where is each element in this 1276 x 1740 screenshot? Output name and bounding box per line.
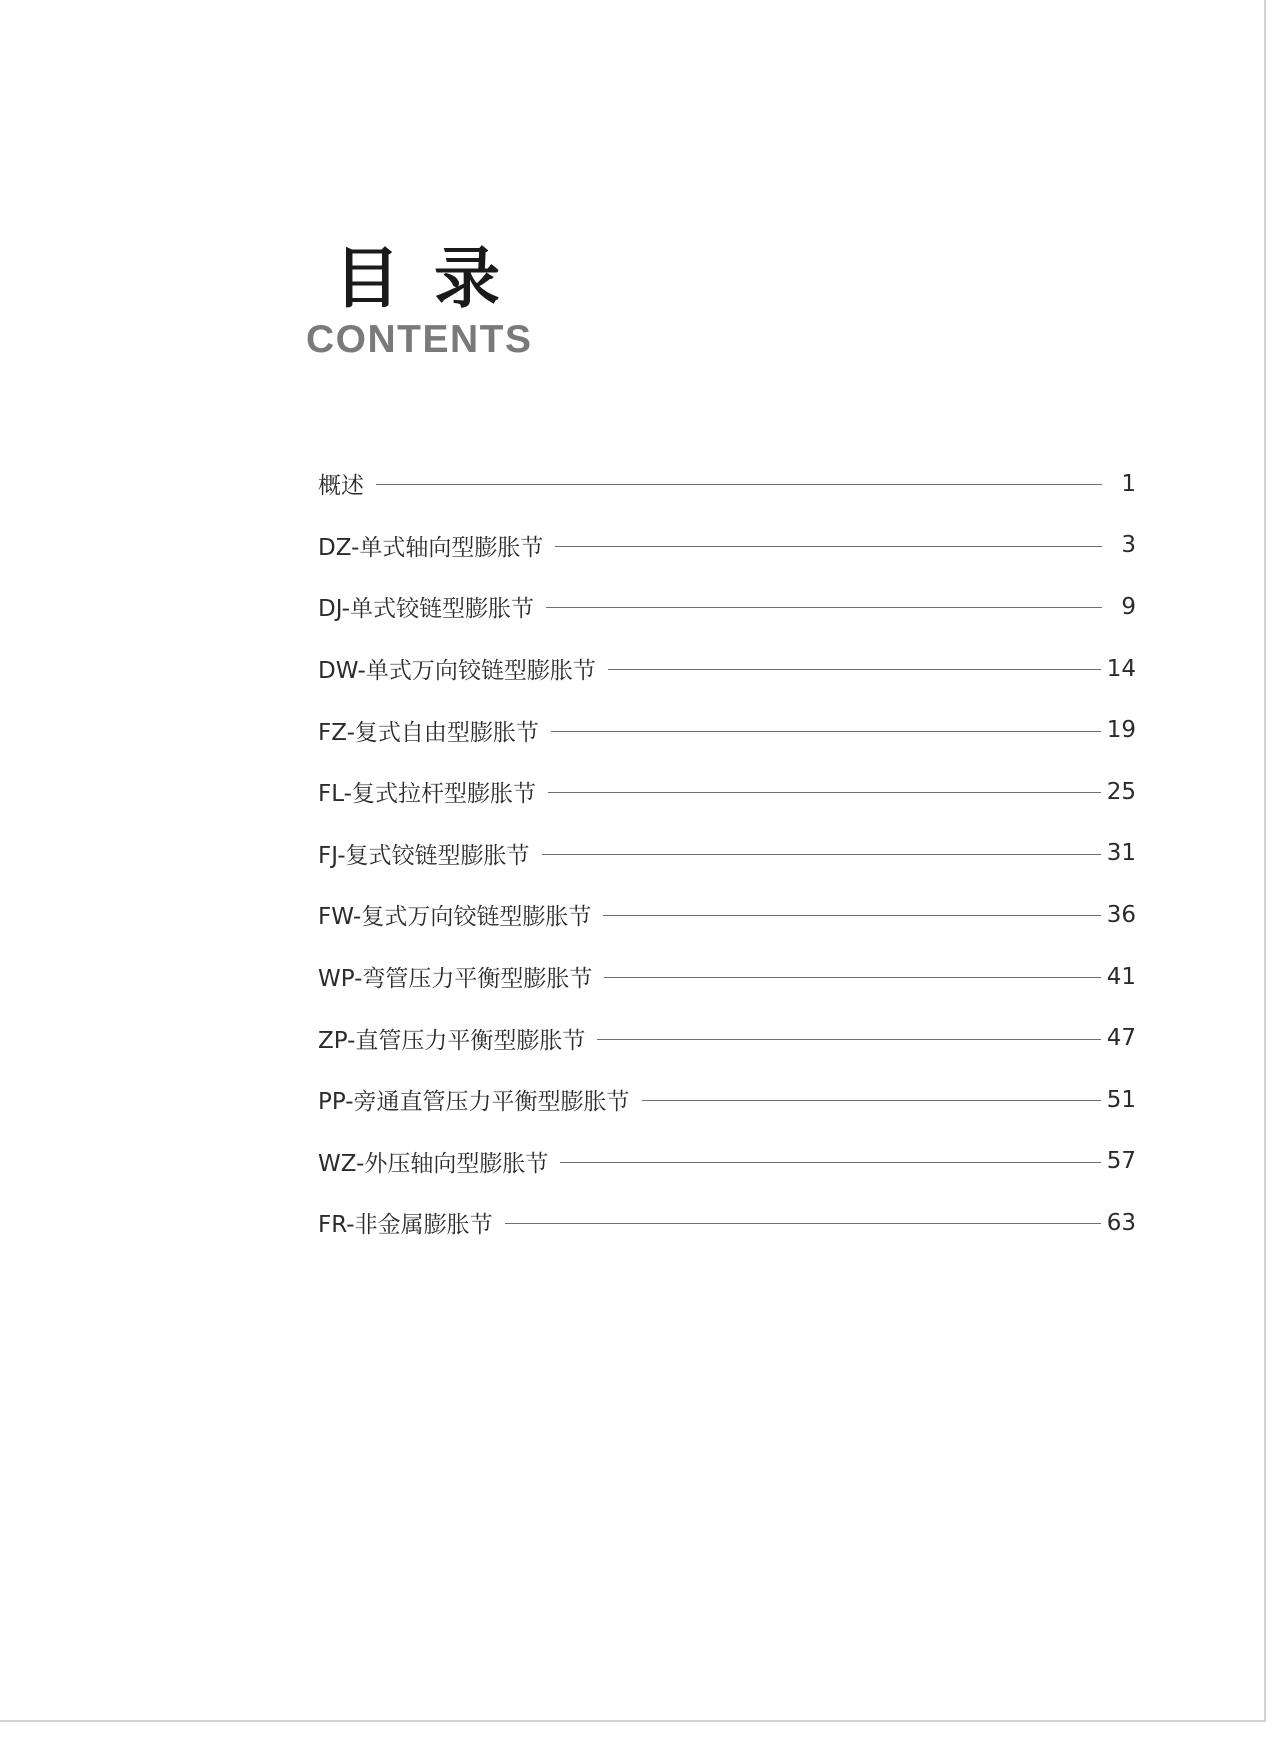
toc-entry-label: PP-旁通直管压力平衡型膨胀节 [318,1089,630,1116]
toc-leader-line [551,731,1101,732]
toc-leader-line [542,854,1101,855]
toc-entry-page: 51 [1106,1086,1136,1113]
toc-entry[interactable] [318,515,1136,577]
toc-entry-page: 14 [1106,655,1136,682]
toc-entry-label: ZP-直管压力平衡型膨胀节 [318,1027,586,1054]
toc-leader-line [560,1162,1100,1163]
toc-entry-label: WZ-外压轴向型膨胀节 [318,1150,549,1177]
toc-entry-page: 41 [1106,963,1136,990]
toc-entry-label: FR-非金属膨胀节 [318,1212,493,1239]
toc-leader-line [505,1223,1101,1224]
toc-entry-label: DW-单式万向铰链型膨胀节 [318,658,596,685]
toc-entry[interactable] [318,884,1136,946]
toc-entry-label: FJ-复式铰链型膨胀节 [318,842,530,869]
toc-entry[interactable] [318,761,1136,823]
toc-leader-line [604,977,1100,978]
toc-leader-line [555,546,1102,547]
toc-entry-page: 36 [1106,901,1136,928]
toc-leader-line [603,915,1100,916]
toc-entry-page: 3 [1121,532,1136,559]
page-title: 目录 [334,240,534,317]
toc-entry[interactable] [318,638,1136,700]
toc-entry-label: DZ-单式轴向型膨胀节 [318,534,544,561]
toc-leader-line [548,792,1101,793]
toc-entry[interactable] [318,1131,1136,1193]
toc-entry-label: FL-复式拉杆型膨胀节 [318,781,536,808]
toc-entry-page: 25 [1106,778,1136,805]
toc-entry[interactable] [318,1069,1136,1131]
toc-entry-label: FW-复式万向铰链型膨胀节 [318,904,592,931]
table-of-contents [318,453,1136,1254]
toc-entry-label: 概述 [318,473,364,500]
toc-leader-line [642,1100,1101,1101]
toc-entry[interactable] [318,946,1136,1008]
page-subtitle: CONTENTS [306,318,533,361]
toc-entry-page: 9 [1121,593,1136,620]
toc-entry[interactable] [318,576,1136,638]
toc-entry[interactable] [318,1192,1136,1254]
toc-leader-line [376,484,1102,485]
toc-entry[interactable] [318,699,1136,761]
toc-entry-label: DJ-单式铰链型膨胀节 [318,596,534,623]
toc-entry-page: 1 [1121,470,1136,497]
toc-entry-label: WP-弯管压力平衡型膨胀节 [318,966,593,993]
toc-leader-line [597,1039,1100,1040]
toc-leader-line [608,669,1101,670]
toc-leader-line [546,607,1102,608]
toc-entry-page: 31 [1106,840,1136,867]
toc-entry-page: 63 [1106,1209,1136,1236]
toc-entry-page: 19 [1106,717,1136,744]
toc-entry[interactable] [318,823,1136,885]
toc-entry-page: 47 [1106,1025,1136,1052]
toc-entry[interactable] [318,1007,1136,1069]
toc-entry[interactable] [318,453,1136,515]
toc-entry-page: 57 [1106,1148,1136,1175]
toc-entry-label: FZ-复式自由型膨胀节 [318,719,539,746]
